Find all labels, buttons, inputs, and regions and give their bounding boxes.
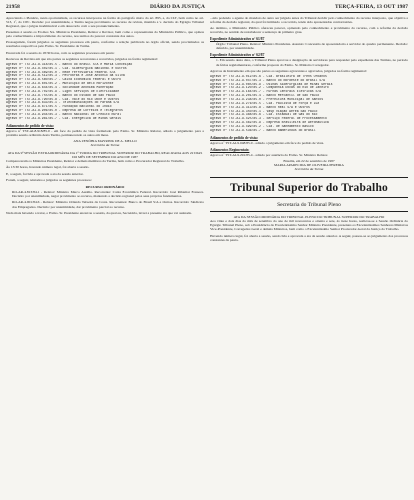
list-item: Agravo nº TST-AI-8.944/85.3 - Banco Nacional de Crédito Rural	[6, 112, 121, 116]
list-item: Agravo nº TST-AI-8.871/85.5 - Fundação Nacional do Índio	[6, 105, 112, 109]
columns	[6, 16, 408, 244]
list-item: Agravo nº TST-AI-9.047/85.3 - Banco do Nordeste do Brasil S/A	[210, 78, 325, 82]
left-column	[6, 16, 204, 244]
list-item: Agravo nº TST-AI-8.601/85.2 - Município de Belo Horizonte	[6, 82, 114, 86]
page-header	[6, 4, 408, 10]
list-item: Agravo nº TST-AI-8.702/85.9 - Light Serviços de Eletricidade	[6, 89, 120, 93]
left-intro-paragraph: Prosseguindo, foram julgados os seguintes processos em pauta, conforme a relação publicada no órgão oficial, sendo proclamados os resultados respectivos pelo Exmo. Sr. Presidente da Turma.	[6, 40, 204, 49]
closing-note: Nada mais havendo a tratar, o Exmo. Sr. Presidente encerrou a sessão, da qual eu, Secretária, lavrei a presente ata que vai assinada.	[6, 210, 192, 215]
section-heading: RECURSO ORDINÁRIO	[85, 184, 125, 189]
list-item: Agravo nº TST-AI-9.012/85.6 - Cia. Brasileira de Trens Urbanos	[210, 74, 327, 78]
session-line: Encerrada foi a sessão às 18:30 horas, com os seguintes processos em pauta:	[6, 50, 115, 55]
minutes-title: ATA DA 9ª SESSÃO EXTRAORDINÁRIA DA 1ª TURMA DO TRIBUNAL SUPERIOR DO TRABALHO, REALIZADA AOS 22 DIAS DO MÊS DE SETEMBRO DO ANO DE 1987	[7, 150, 203, 160]
newspaper-page	[6, 4, 408, 496]
left-intro-paragraph: Apreciando o Plenário, nesta oportunidade, os recursos interpostos na forma do parágrafo único do art. 895, a, da CLT, bem como no art. 513, 1º, do CPC. Decisão: por unanimidade, a Turma negou provimento ao recurso de revista, mantida a v. decisão do Egrégio Tribunal Regional, que o julgou inadmissível e em desacordo com o seu pronunciamento.	[6, 15, 204, 28]
minutes-paragraph: Compareceram os Ministros Presidente, Relator e demais membros da Turma, bem como o Procurador Regional do Trabalho.	[6, 159, 185, 164]
list-item: Agravo nº TST-AI-9.313/85.8 - Banco Real S/A e Outros	[210, 105, 310, 109]
list-item: Agravo nº TST-AI-8.402/85.1 - Cia. Siderúrgica Nacional e Outros	[6, 66, 127, 70]
signature-title: Secretária da Turma	[90, 142, 120, 147]
list-item: Agravo nº TST-AI-8.906/85.0 - Empresa de Correios e Telégrafos	[6, 109, 123, 113]
issue-date: TERÇA-FEIRA, 13 OUT 1987	[335, 4, 408, 10]
list-item: Agravo nº TST-AI-9.350/85.1 - Vasp Viação Aérea São Paulo	[210, 109, 318, 113]
admin-paragraph: Órgão: Tribunal Pleno. Relator: Ministro Presidente. Assunto: Concessão de aposentadoria a servidor do quadro permanente. Decisão: deferido, por unanimidade.	[216, 42, 408, 51]
signature-name: MARIA APARECIDA DE OLIVEIRA PEREIRA	[274, 162, 344, 167]
tst-minutes-paragraph: Aos vinte e dois dias do mês de setembro do ano de mil novecentos e oitenta e sete, às treze horas, realizou-se a Sessão Ordinária do Egrégio Tribunal Pleno, sob a Presidência do Excelentíssimo Senhor Ministro Presidente, presentes os Excelentíssimos Senhores Ministros Vice-Presidente, Corregedor-Geral e demais Ministros, bem como o Excelentíssimo Senhor Procurador-Geral da Justiça do Trabalho.	[210, 219, 408, 232]
date-line: Brasília, em 22 de setembro de 1987	[283, 158, 335, 163]
adjourned-heading: Adiamentos Regimentais:	[210, 147, 250, 152]
tst-title: Tribunal Superior do Trabalho	[229, 181, 388, 194]
tst-subhead	[210, 200, 408, 212]
minutes-paragraph: E, a seguir, foi lida e aprovada a ata da sessão anterior.	[6, 171, 84, 176]
adjourned-heading: Adiamentos de pedido de vista:	[6, 123, 54, 128]
admin-heading: Expediente Administrativo nº 62/87	[210, 53, 265, 58]
list-item: Agravo nº TST-AI-9.120/85.2 - Companhia Docas do Rio de Janeiro	[210, 86, 329, 90]
tst-masthead	[210, 177, 408, 198]
signature-block	[210, 159, 408, 171]
list-item: Agravo nº TST-AI-8.644/85.4 - Sociedade Anônima Mineração	[6, 85, 114, 89]
signature-title: Secretária da Turma	[294, 166, 324, 171]
list-item: Agravo nº TST-AI-8.981/85.7 - Cia. Energética de Minas Gerais	[6, 116, 121, 120]
tst-subtitle: Secretaria do Tribunal Pleno	[277, 201, 341, 208]
right-column	[210, 16, 408, 244]
cases-intro: Recursos de Revista em que são partes os seguintes recorrentes e recorridos, julgados na forma regimental:	[6, 56, 158, 61]
journal-name: DIÁRIO DA JUSTIÇA	[149, 4, 206, 10]
list-item: Agravo nº TST-AI-9.201/85.4 - Banco Mercantil de São Paulo	[210, 94, 320, 98]
list-item: Agravo nº TST-AI-9.238/85.0 - Prefeitura Municipal de Santos	[210, 97, 324, 101]
list-item: Agravo nº TST-AI-8.833/85.1 - Telecomunicações do Paraná S/A	[6, 101, 120, 105]
minutes-paragraph: Às 13:30 horas, havendo número legal, foi aberta a sessão.	[6, 165, 90, 170]
list-item: Agravo nº TST-AI-8.755/85.6 - Banco do Estado de São Paulo	[6, 93, 116, 97]
adjourned-text: Agravo nº TST-AI-9.291/85.4 - adiado por ausência do Exmo. Sr. Ministro Relator.	[210, 152, 329, 157]
right-intro-paragraph: Ao término, o Ministério Público ofereceu parecer, opinando pelo conhecimento e provimento do recurso, com a reforma da decisão recorrida, no sentido de restabelecer a sentença de primeiro grau.	[210, 25, 408, 34]
adjourned-text: Agravo nº TST-AI-9.048/85.0 - adiado o julgamento em face do pedido de vista.	[210, 140, 325, 145]
tst-minutes-paragraph: Havendo número legal, foi aberta a sessão, sendo lida e aprovada a ata da sessão anterior. A seguir, passou-se ao julgamento dos processos constantes da pauta.	[210, 233, 408, 242]
left-case-list	[6, 63, 204, 121]
adjourned-text: Agravo nº TST-AI-8.918/85.0 - em face do pedido de vista formulado pelo Exmo. Sr. Ministro Relator, adiado o julgamento para a próxima sessão ordinária desta Turma, permanecendo os autos em mesa.	[6, 128, 204, 137]
adjourned-heading: Adiamentos de pedido de vista:	[210, 135, 258, 140]
list-item: Agravo nº TST-AI-8.790/85.8 - Cia. Vale do Rio Doce e Outros	[6, 97, 120, 101]
list-item: Agravo nº TST-AI-9.499/85.2 - Cia. de Saneamento Básico	[210, 124, 314, 128]
left-intro-paragraph: Presentes à sessão os Ex.mos Srs. Ministros Presidente, Relator e Revisor, bem como o representante do Ministério Público, que opinou pelo conhecimento e improvimento do recurso, nos termos do parecer constante dos autos.	[6, 29, 204, 39]
list-item: Agravo nº TST-AI-9.388/85.6 - Cia. Estadual de Gás do Rio	[210, 113, 318, 117]
right-intro-paragraph: ...não podendo o agente do mandato de outro ser julgado antes do Tribunal decidir pelo conhecimento do recurso interposto, que objetiva a reforma da decisão regional, da qual foi intimado o recorrido, tendo sido apresentadas contrarrazões.	[210, 15, 408, 24]
ruling-paragraph: RO-AR-4.901/84.6 - Relator: Ministro Orlando Teixeira da Costa. Recorrentes: Banco do Brasil S/A e Outros. Recorrido: Sindicato dos Empregados. Decisão: por unanimidade, dar provimento parcial ao recurso.	[12, 200, 204, 209]
list-item: Agravo nº TST-AI-8.318/85.5 - Banco do Brasil S/A e Maria Conceição	[6, 62, 133, 66]
admin-paragraph: 1. Em sessão desta data, o Tribunal Pleno aprovou a designação de servidores para responder pelo expediente das Turmas, no período de férias regulamentares, conforme proposta do Exmo. Sr. Ministro Corregedor.	[216, 58, 408, 67]
right-case-list	[210, 75, 408, 133]
tst-minutes-title: ATA DA SESSÃO ORDINÁRIA DO TRIBUNAL PLENO DO TRIBUNAL SUPERIOR DO TRABALHO	[233, 214, 385, 219]
minutes-paragraph: Foram, a seguir, relatados e julgados os seguintes processos:	[6, 177, 92, 182]
signature-block	[6, 139, 204, 147]
list-item: Agravo nº TST-AI-9.276/85.5 - Cia. Paulista de Força e Luz	[210, 101, 320, 105]
list-item: Agravo nº TST-AI-8.512/85.3 - Petrobrás e José Antônio da Silva	[6, 74, 125, 78]
list-item: Agravo nº TST-AI-8.560/85.7 - Caixa Econômica Federal e Outro	[6, 78, 121, 82]
list-item: Agravo nº TST-AI-9.085/85.9 - Usinas Siderúrgicas de Minas Gerais	[210, 82, 333, 86]
page-number: 21958	[6, 4, 20, 10]
admin-heading: Expediente Administrativo nº 61/87	[210, 37, 265, 42]
list-item: Agravo nº TST-AI-8.469/85.0 - Rede Ferroviária Federal S/A	[6, 70, 116, 74]
ruling-paragraph: RO-AR-4.813/84.1 - Relator: Ministro Marco Aurélio. Recorrente: Caixa Econômica Federal. Recorrido: José Ribamar Fonseca. Decisão: por unanimidade, negar provimento ao recurso, mantendo a decisão regional pelos seus próprios fundamentos.	[12, 190, 204, 199]
list-item: Agravo nº TST-AI-9.425/85.3 - Serviço Federal de Processamento	[210, 117, 327, 121]
signature-name: ANA ZENÓBIA MAYRINK DE A. MELLO	[73, 138, 137, 143]
list-item: Agravo nº TST-AI-9.164/85.7 - Furnas Centrais Elétricas S/A	[210, 90, 322, 94]
list-item: Agravo nº TST-AI-9.536/85.7 - Banco Bamerindus do Brasil	[210, 128, 316, 132]
cases-intro: Agravos de Instrumento em que são partes os seguintes agravantes e agravados, julgados na forma regimental:	[210, 68, 367, 73]
header-rule	[6, 12, 408, 13]
list-item: Agravo nº TST-AI-9.462/85.9 - Empresa Brasileira de Aeronáutica	[210, 121, 329, 125]
